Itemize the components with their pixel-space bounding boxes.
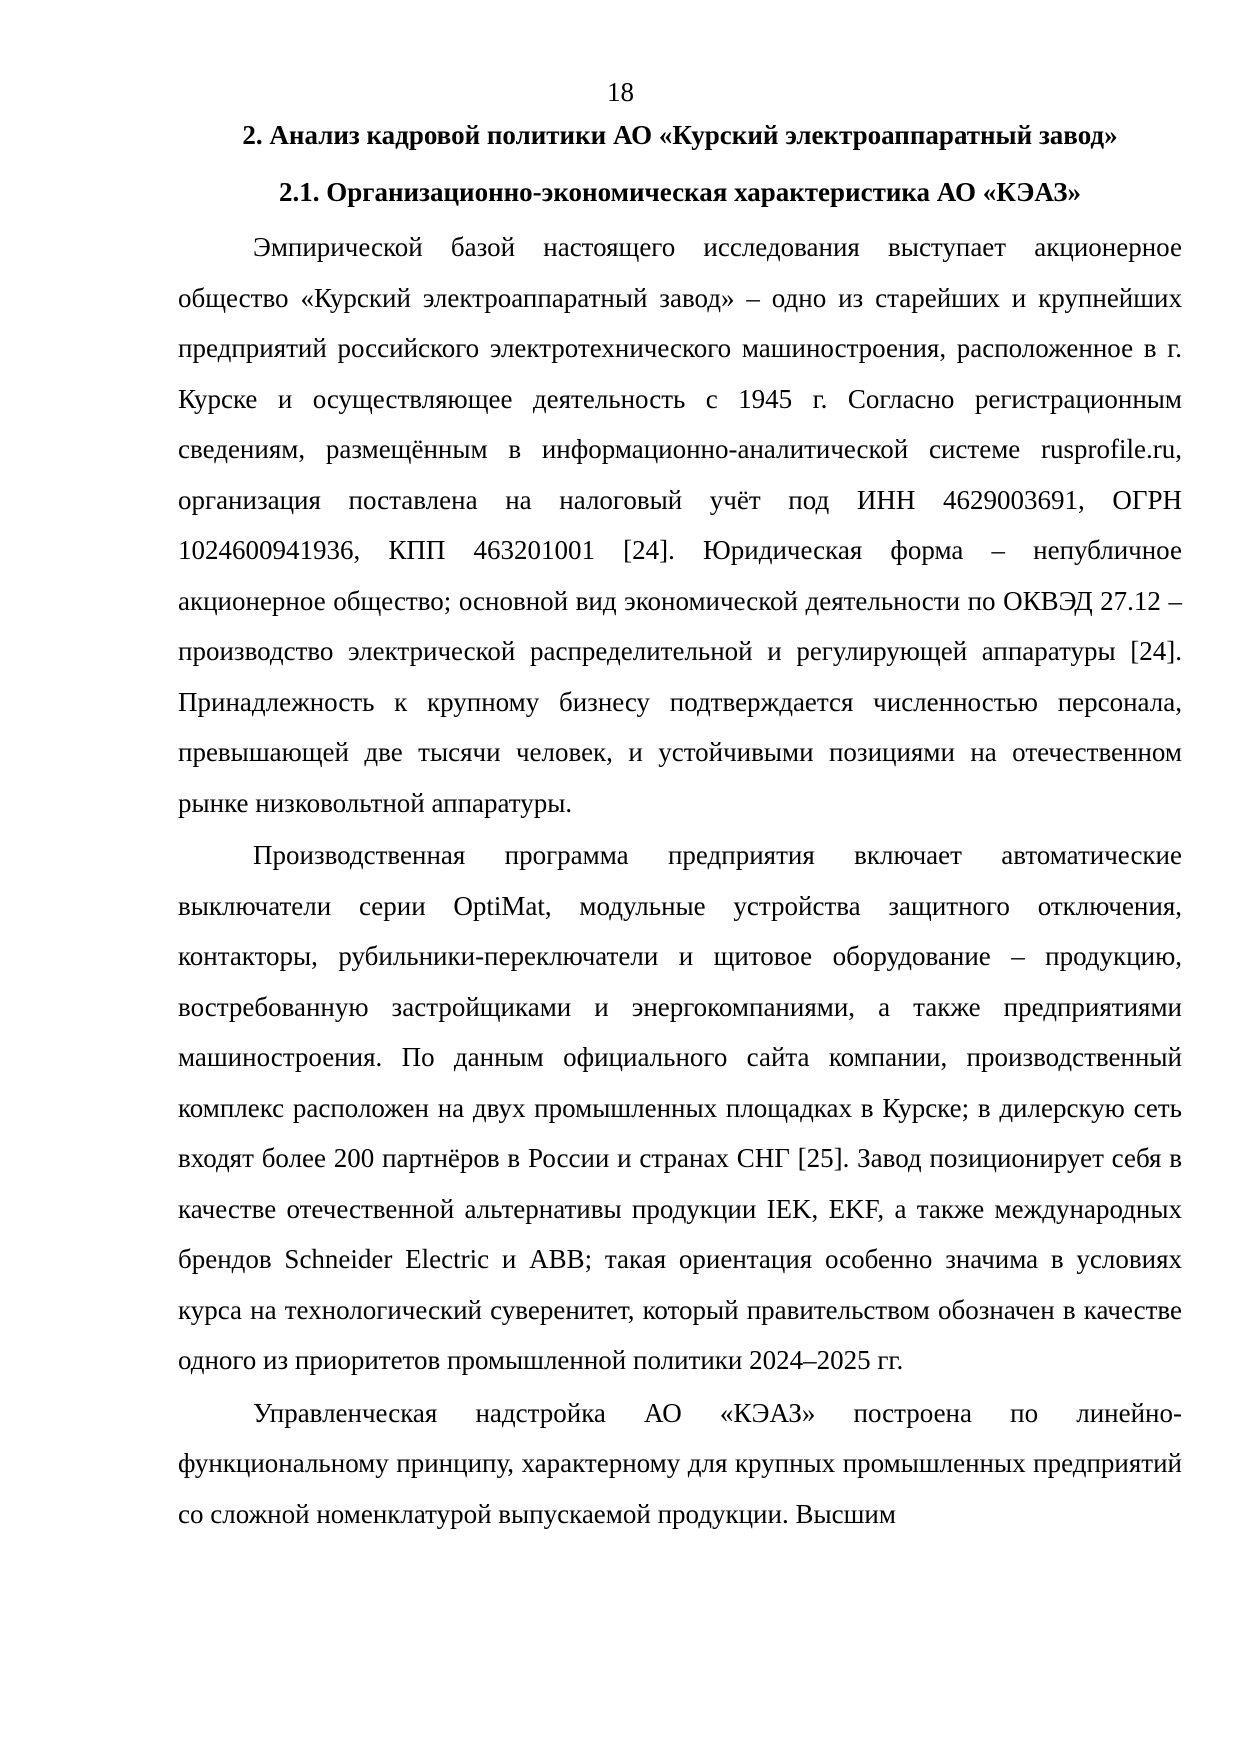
- body-text: [178, 222, 1182, 1541]
- paragraph-3: Управленческая надстройка АО «КЭАЗ» построена по линейно-функциональному принципу, характерному для крупных промышленных предприятий со сложной номенклатурой выпускаемой продукции. Высшим: [178, 1397, 1182, 1529]
- page-number: 18: [607, 77, 634, 107]
- chapter-title: 2. Анализ кадровой политики АО «Курский электроаппаратный завод»: [242, 120, 1118, 150]
- section-title: 2.1. Организационно-экономическая характеристика АО «КЭАЗ»: [278, 177, 1082, 207]
- paragraph-1: Эмпирической базой настоящего исследования выступает акционерное общество «Курский электроаппаратный завод» – одно из старейших и крупнейших предприятий российского электротехнического машиностроения, расположенное в г. Курске и осуществляющее деятельность с 1945 г. Согласно регистрационным сведениям, размещённым в информационно-аналитической системе rusprofile.ru, организация поставлена на налоговый учёт под ИНН 4629003691, ОГРН 1024600941936, КПП 463201001 [24]. Юридическая форма – непубличное акционерное общество; основной вид экономической деятельности по ОКВЭД 27.12 – производство электрической распределительной и регулирующей аппаратуры [24]. Принадлежность к крупному бизнесу подтверждается численностью персонала, превышающей две тысячи человек, и устойчивыми позициями на отечественном рынке низковольтной аппаратуры.: [178, 232, 1182, 818]
- paragraph-2: Производственная программа предприятия включает автоматические выключатели серии OptiMat, модульные устройства защитного отключения, контакторы, рубильники-переключатели и щитовое оборудование – продукцию, востребованную застройщиками и энергокомпаниями, а также предприятиями машиностроения. По данным официального сайта компании, производственный комплекс расположен на двух промышленных площадках в Курске; в дилерскую сеть входят более 200 партнёров в России и странах СНГ [25]. Завод позиционирует себя в качестве отечественной альтернативы продукции IEK, EKF, а также международных брендов Schneider Electric и ABB; такая ориентация особенно значима в условиях курса на технологический суверенитет, который правительством обозначен в качестве одного из приоритетов промышленной политики 2024–2025 гг.: [178, 840, 1182, 1375]
